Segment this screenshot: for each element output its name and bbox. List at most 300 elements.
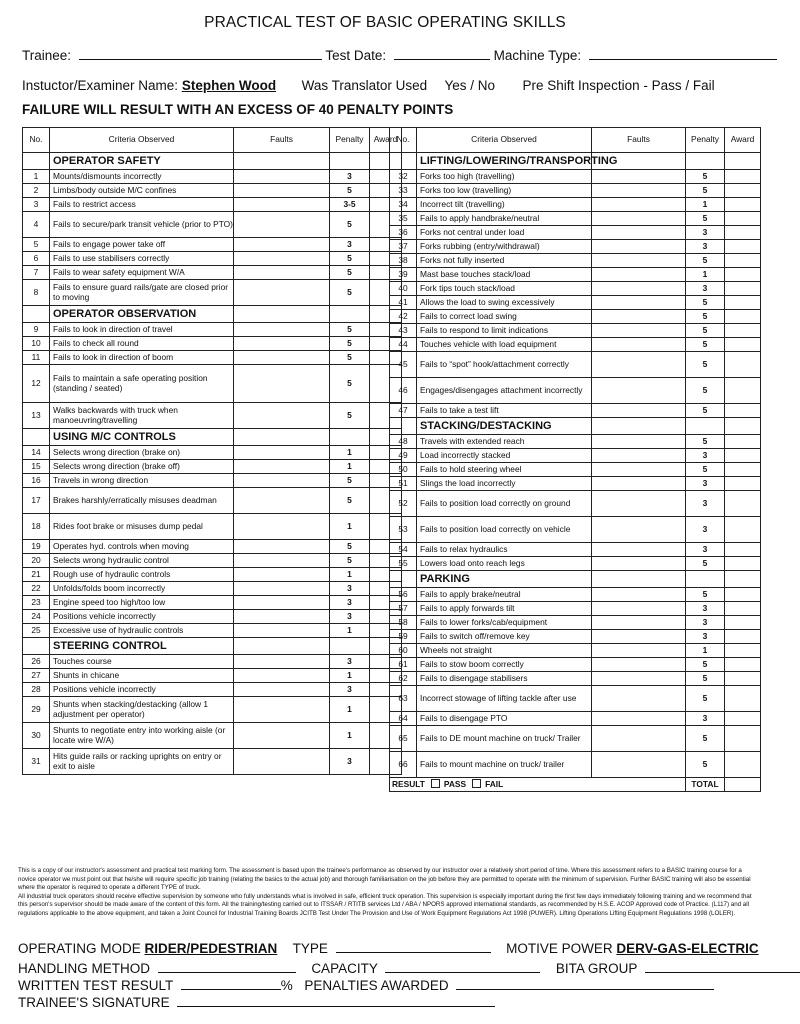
faults-cell[interactable] [592,310,686,324]
fine-print [18,867,753,918]
faults-cell[interactable] [234,266,330,280]
criteria-row [390,543,761,557]
criteria-text: Fails to ensure guard rails/gate are closed prior to moving [50,280,234,306]
criteria-number: 66 [390,752,417,778]
award-cell[interactable] [725,517,761,543]
penalties-field[interactable] [456,977,714,990]
criteria-number: 39 [390,268,417,282]
faults-cell[interactable] [592,644,686,658]
criteria-text: Fails to apply handbrake/neutral [417,212,592,226]
award-cell[interactable] [725,463,761,477]
faults-cell[interactable] [234,610,330,624]
faults-cell[interactable] [234,184,330,198]
criteria-row [390,672,761,686]
criteria-number: 30 [23,723,50,749]
penalty-value: 3 [330,596,370,610]
faults-cell[interactable] [592,726,686,752]
faults-cell[interactable] [592,170,686,184]
criteria-row [23,683,402,697]
criteria-row [390,477,761,491]
motive-power-label: MOTIVE POWER [506,941,613,956]
criteria-text: Allows the load to swing excessively [417,296,592,310]
col-penalty-header: Penalty [686,128,725,153]
criteria-number: 37 [390,240,417,254]
penalty-value: 5 [686,352,725,378]
criteria-row [23,238,402,252]
result-label: RESULT [392,779,425,790]
signature-label: TRAINEE'S SIGNATURE [18,995,170,1010]
faults-cell[interactable] [592,517,686,543]
col-faults-header: Faults [592,128,686,153]
criteria-text: Travels with extended reach [417,435,592,449]
criteria-text: Shunts when stacking/destacking (allow 1 adjustment per operator) [50,697,234,723]
criteria-text: Fork tips touch stack/load [417,282,592,296]
col-award-header: Award [370,128,402,153]
criteria-text: Limbs/body outside M/C confines [50,184,234,198]
faults-cell[interactable] [234,474,330,488]
criteria-row [23,669,402,683]
faults-cell[interactable] [234,198,330,212]
faults-cell[interactable] [234,514,330,540]
faults-cell[interactable] [234,582,330,596]
faults-cell[interactable] [592,404,686,418]
criteria-number: 56 [390,588,417,602]
type-label: TYPE [292,941,328,956]
motive-power-value[interactable]: DERV-GAS-ELECTRIC [616,941,759,956]
handling-method-field[interactable] [158,960,296,973]
criteria-text: Fails to respond to limit indications [417,324,592,338]
translator-label: Was Translator Used [301,78,428,93]
section-title: USING M/C CONTROLS [50,429,234,446]
faults-cell[interactable] [592,324,686,338]
penalty-value: 5 [686,310,725,324]
criteria-row [390,170,761,184]
faults-cell[interactable] [234,170,330,184]
criteria-number: 59 [390,630,417,644]
criteria-row [23,582,402,596]
faults-cell[interactable] [592,226,686,240]
faults-cell[interactable] [592,630,686,644]
award-cell[interactable] [725,602,761,616]
criteria-number: 1 [23,170,50,184]
criteria-number: 21 [23,568,50,582]
faults-cell[interactable] [234,252,330,266]
faults-cell[interactable] [234,460,330,474]
section-row [23,306,402,323]
criteria-row [23,540,402,554]
award-cell[interactable] [725,491,761,517]
criteria-number: 27 [23,669,50,683]
criteria-number: 23 [23,596,50,610]
section-row [23,429,402,446]
faults-cell[interactable] [234,749,330,775]
criteria-text: Fails to relax hydraulics [417,543,592,557]
criteria-row [23,749,402,775]
failure-notice: FAILURE WILL RESULT WITH AN EXCESS OF 40 PENALTY POINTS [22,102,454,117]
faults-cell[interactable] [592,212,686,226]
operating-mode-label: OPERATING MODE [18,941,141,956]
award-cell[interactable] [725,212,761,226]
penalty-value: 5 [330,266,370,280]
criteria-number: 12 [23,365,50,403]
penalty-value: 5 [330,365,370,403]
award-cell[interactable] [725,477,761,491]
criteria-row [390,588,761,602]
translator-options[interactable]: Yes / No [444,78,495,93]
faults-cell[interactable] [592,463,686,477]
award-cell[interactable] [725,712,761,726]
faults-cell[interactable] [592,686,686,712]
criteria-number: 10 [23,337,50,351]
criteria-number: 4 [23,212,50,238]
faults-cell[interactable] [234,212,330,238]
faults-cell[interactable] [592,378,686,404]
criteria-text: Fails to check all round [50,337,234,351]
penalty-value: 5 [686,588,725,602]
criteria-text: Fails to look in direction of boom [50,351,234,365]
award-cell[interactable] [725,324,761,338]
criteria-text: Shunts in chicane [50,669,234,683]
type-field[interactable] [336,940,491,953]
faults-cell[interactable] [592,352,686,378]
faults-cell[interactable] [234,596,330,610]
criteria-number: 35 [390,212,417,226]
criteria-row [23,280,402,306]
criteria-text: Fails to position load correctly on vehicle [417,517,592,543]
col-criteria-header: Criteria Observed [50,128,234,153]
written-test-label: WRITTEN TEST RESULT [18,978,174,993]
criteria-row [23,337,402,351]
criteria-text: Fails to lower forks/cab/equipment [417,616,592,630]
award-cell[interactable] [725,226,761,240]
faults-cell[interactable] [234,723,330,749]
pass-checkbox[interactable] [431,779,440,788]
award-cell[interactable] [725,254,761,268]
faults-cell[interactable] [592,672,686,686]
fine-print-para-1: This is a copy of our instructor's assessment and practical test marking form. The assessment is based upon the trainee's performance as observed by our instructor over a relatively short period of time. Where this assessment refers to a BASIC training course for a novice operator we must point out that he/she will require specific job training (relating the basics to the actual job) and thorough familiarisation on the job before they are permitted to operate with the minimum of supervision. Further BASIC training will also be essential where the operator is required to operate a different TYPE of truck. [18,867,751,892]
criteria-text: Engine speed too high/too low [50,596,234,610]
criteria-number: 51 [390,477,417,491]
criteria-row [23,624,402,638]
faults-cell[interactable] [592,602,686,616]
operating-mode-value[interactable]: RIDER/PEDESTRIAN [144,941,278,956]
criteria-number: 57 [390,602,417,616]
criteria-number: 25 [23,624,50,638]
criteria-number: 43 [390,324,417,338]
criteria-number: 38 [390,254,417,268]
section-row [23,153,402,170]
penalty-value: 3 [330,170,370,184]
faults-cell[interactable] [592,254,686,268]
criteria-row [390,557,761,571]
penalty-value: 3 [330,610,370,624]
criteria-row [23,514,402,540]
result-cell [390,778,686,792]
criteria-row [23,252,402,266]
faults-cell[interactable] [234,669,330,683]
criteria-text: Selects wrong direction (brake off) [50,460,234,474]
penalty-value: 5 [330,554,370,568]
criteria-text: Forks rubbing (entry/withdrawal) [417,240,592,254]
criteria-row [23,184,402,198]
faults-cell[interactable] [592,616,686,630]
award-cell[interactable] [725,588,761,602]
criteria-row [390,726,761,752]
criteria-number: 62 [390,672,417,686]
award-cell[interactable] [725,268,761,282]
criteria-text: Forks not central under load [417,226,592,240]
col-faults-header: Faults [234,128,330,153]
award-cell[interactable] [725,616,761,630]
faults-cell[interactable] [592,282,686,296]
col-no-header: No. [23,128,50,153]
criteria-row [23,460,402,474]
criteria-row [390,310,761,324]
faults-cell[interactable] [234,554,330,568]
criteria-text: Fails to “spot” hook/attachment correctly [417,352,592,378]
penalty-value: 5 [686,324,725,338]
criteria-number: 2 [23,184,50,198]
faults-cell[interactable] [234,568,330,582]
total-label: TOTAL [686,778,725,792]
criteria-text: Fails to restrict access [50,198,234,212]
criteria-number: 11 [23,351,50,365]
award-cell[interactable] [725,338,761,352]
penalty-value: 5 [686,378,725,404]
faults-cell[interactable] [592,588,686,602]
penalty-value: 5 [686,435,725,449]
criteria-text: Selects wrong hydraulic control [50,554,234,568]
award-cell[interactable] [725,557,761,571]
criteria-text: Forks too low (travelling) [417,184,592,198]
faults-cell[interactable] [592,338,686,352]
criteria-table-right [389,127,761,792]
faults-cell[interactable] [234,540,330,554]
criteria-row [390,644,761,658]
penalty-value: 3 [686,491,725,517]
award-cell[interactable] [725,726,761,752]
criteria-number: 16 [23,474,50,488]
inspection-options[interactable]: Pre Shift Inspection - Pass / Fail [522,78,715,93]
capacity-field[interactable] [385,960,540,973]
criteria-row [390,404,761,418]
faults-cell[interactable] [592,296,686,310]
award-cell[interactable] [725,310,761,324]
penalty-value: 1 [686,644,725,658]
penalty-value: 3 [686,517,725,543]
criteria-row [390,296,761,310]
faults-cell[interactable] [592,268,686,282]
criteria-row [390,198,761,212]
criteria-number: 17 [23,488,50,514]
criteria-number: 53 [390,517,417,543]
criteria-text: Fails to DE mount machine on truck/ Trailer [417,726,592,752]
faults-cell[interactable] [592,712,686,726]
penalty-value: 1 [330,624,370,638]
machine-type-field[interactable] [589,47,777,60]
faults-cell[interactable] [234,365,330,403]
faults-cell[interactable] [234,683,330,697]
section-row [23,638,402,655]
penalty-value: 5 [330,323,370,337]
faults-cell[interactable] [592,435,686,449]
faults-cell[interactable] [234,655,330,669]
footer-line-1 [18,940,759,956]
criteria-text: Excessive use of hydraulic controls [50,624,234,638]
test-date-field[interactable] [394,47,490,60]
table-header-row [390,128,761,153]
faults-cell[interactable] [592,557,686,571]
faults-cell[interactable] [592,184,686,198]
criteria-text: Walks backwards with truck when manoeuvring/travelling [50,403,234,429]
criteria-number: 65 [390,726,417,752]
faults-cell[interactable] [234,446,330,460]
faults-cell[interactable] [234,323,330,337]
criteria-text: Mounts/dismounts incorrectly [50,170,234,184]
penalty-value: 1 [686,198,725,212]
col-no-header: No. [390,128,417,153]
result-row [390,778,761,792]
criteria-row [390,449,761,463]
criteria-number: 64 [390,712,417,726]
criteria-text: Fails to use stabilisers correctly [50,252,234,266]
criteria-row [23,610,402,624]
award-cell[interactable] [725,672,761,686]
penalty-value: 3 [330,749,370,775]
fail-checkbox[interactable] [472,779,481,788]
penalty-value: 5 [686,752,725,778]
penalty-value: 5 [330,184,370,198]
signature-field[interactable] [177,994,495,1007]
faults-cell[interactable] [592,543,686,557]
penalty-value: 5 [330,403,370,429]
written-test-field[interactable] [181,977,281,990]
criteria-row [390,630,761,644]
faults-cell[interactable] [592,477,686,491]
faults-cell[interactable] [234,624,330,638]
faults-cell[interactable] [234,351,330,365]
faults-cell[interactable] [592,752,686,778]
penalty-value: 5 [686,212,725,226]
faults-cell[interactable] [234,280,330,306]
award-cell[interactable] [725,644,761,658]
penalties-label: PENALTIES AWARDED [304,978,449,993]
criteria-row [390,240,761,254]
award-cell[interactable] [725,184,761,198]
criteria-row [390,324,761,338]
test-date-label: Test Date: [325,48,387,63]
penalty-value: 5 [686,726,725,752]
section-title: OPERATOR SAFETY [50,153,234,170]
criteria-number: 34 [390,198,417,212]
faults-cell[interactable] [234,488,330,514]
faults-cell[interactable] [592,658,686,672]
criteria-text: Fails to apply brake/neutral [417,588,592,602]
criteria-text: Rough use of hydraulic controls [50,568,234,582]
section-title: LIFTING/LOWERING/TRANSPORTING [417,153,592,170]
criteria-text: Fails to take a test lift [417,404,592,418]
bita-group-field[interactable] [645,960,800,973]
criteria-number: 60 [390,644,417,658]
penalty-value: 1 [330,568,370,582]
criteria-text: Fails to disengage stabilisers [417,672,592,686]
header-line-2 [22,78,715,93]
criteria-number: 3 [23,198,50,212]
criteria-text: Touches vehicle with load equipment [417,338,592,352]
criteria-number: 24 [23,610,50,624]
penalty-value: 5 [330,337,370,351]
award-cell[interactable] [725,170,761,184]
penalty-value: 5 [330,540,370,554]
section-row [390,571,761,588]
machine-type-label: Machine Type: [493,48,582,63]
criteria-row [23,723,402,749]
criteria-row [390,686,761,712]
section-row [390,153,761,170]
faults-cell[interactable] [234,403,330,429]
trainee-field[interactable] [79,47,322,60]
penalty-value: 3 [686,602,725,616]
section-row [390,418,761,435]
criteria-text: Fails to position load correctly on ground [417,491,592,517]
award-cell[interactable] [725,378,761,404]
criteria-number: 61 [390,658,417,672]
award-cell[interactable] [725,630,761,644]
faults-cell[interactable] [592,491,686,517]
award-cell[interactable] [725,449,761,463]
penalty-value: 1 [330,514,370,540]
trainee-label: Trainee: [22,48,72,63]
award-cell[interactable] [725,240,761,254]
faults-cell[interactable] [592,240,686,254]
award-cell[interactable] [725,296,761,310]
award-cell[interactable] [725,686,761,712]
total-cell[interactable] [725,778,761,792]
award-cell[interactable] [725,658,761,672]
award-cell[interactable] [725,435,761,449]
award-cell[interactable] [725,198,761,212]
criteria-text: Fails to stow boom correctly [417,658,592,672]
criteria-row [390,517,761,543]
criteria-row [390,616,761,630]
criteria-text: Positions vehicle incorrectly [50,610,234,624]
faults-cell[interactable] [234,238,330,252]
faults-cell[interactable] [592,198,686,212]
criteria-number: 31 [23,749,50,775]
penalty-value: 5 [330,252,370,266]
faults-cell[interactable] [234,337,330,351]
award-cell[interactable] [725,752,761,778]
criteria-text: Shunts to negotiate entry into working aisle (or locate wire W/A) [50,723,234,749]
award-cell[interactable] [725,352,761,378]
award-cell[interactable] [725,543,761,557]
criteria-row [23,568,402,582]
criteria-row [390,268,761,282]
award-cell[interactable] [725,404,761,418]
faults-cell[interactable] [592,449,686,463]
penalty-value: 5 [686,672,725,686]
criteria-row [23,351,402,365]
criteria-number: 19 [23,540,50,554]
criteria-number: 29 [23,697,50,723]
penalty-value: 5 [686,254,725,268]
criteria-row [23,554,402,568]
award-cell[interactable] [725,282,761,296]
col-criteria-header: Criteria Observed [417,128,592,153]
criteria-text: Forks too high (travelling) [417,170,592,184]
faults-cell[interactable] [234,697,330,723]
penalty-value: 3 [686,240,725,254]
